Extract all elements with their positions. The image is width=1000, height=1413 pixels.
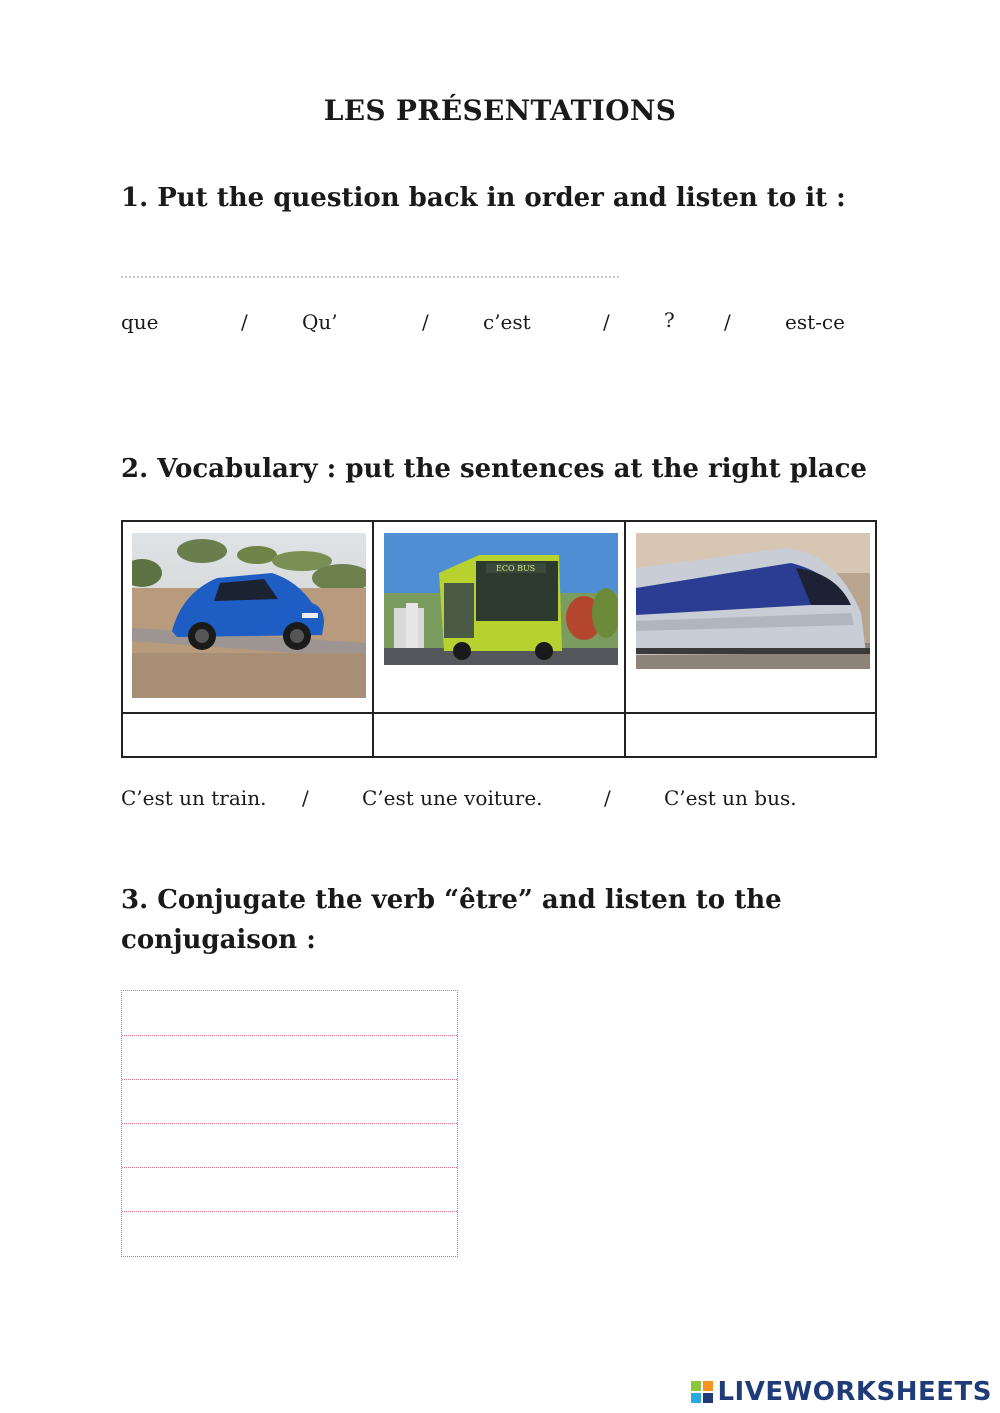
sentence-tile[interactable]: C’est une voiture. <box>362 786 543 810</box>
car-photo-icon <box>132 533 366 698</box>
bus-sign-text: ECO BUS <box>496 564 536 573</box>
conjugation-divider <box>122 1211 457 1212</box>
word-tile[interactable]: ? <box>664 308 675 332</box>
answer-drop-zone-bus[interactable] <box>373 713 624 757</box>
answer-drop-zone-car[interactable] <box>122 713 373 757</box>
word-separator: / <box>603 310 610 334</box>
word-tile[interactable]: c’est <box>483 310 531 334</box>
conjugation-divider <box>122 1035 457 1036</box>
sentence-separator: / <box>604 786 611 810</box>
sentence-separator: / <box>302 786 309 810</box>
conjugation-divider <box>122 1167 457 1168</box>
liveworksheets-logo[interactable] <box>691 1377 992 1407</box>
section1-heading: 1. Put the question back in order and listen to it : <box>121 183 846 213</box>
train-photo-icon <box>636 533 870 669</box>
word-separator: / <box>422 310 429 334</box>
word-separator: / <box>724 310 731 334</box>
sentence-tile[interactable]: C’est un bus. <box>664 786 797 810</box>
conjugation-box <box>121 990 458 1257</box>
conjugation-divider <box>122 1123 457 1124</box>
question-answer-field[interactable] <box>121 276 619 278</box>
logo-icon <box>691 1381 713 1403</box>
answer-drop-zone-train[interactable] <box>625 713 876 757</box>
word-separator: / <box>241 310 248 334</box>
section2-heading: 2. Vocabulary : put the sentences at the right place <box>121 454 867 484</box>
section3-heading-line2: conjugaison : <box>121 925 316 955</box>
section3-heading-line1: 3. Conjugate the verb “être” and listen to the <box>121 885 782 915</box>
word-tile[interactable]: est-ce <box>785 310 845 334</box>
word-tile[interactable]: que <box>121 310 159 334</box>
bus-photo-icon <box>384 533 618 665</box>
word-tile[interactable]: Qu’ <box>302 310 338 334</box>
sentence-tile[interactable]: C’est un train. <box>121 786 267 810</box>
conjugation-divider <box>122 1079 457 1080</box>
section3-heading <box>121 880 782 960</box>
logo-text: LIVEWORKSHEETS <box>717 1377 992 1407</box>
page-title: LES PRÉSENTATIONS <box>323 94 677 127</box>
